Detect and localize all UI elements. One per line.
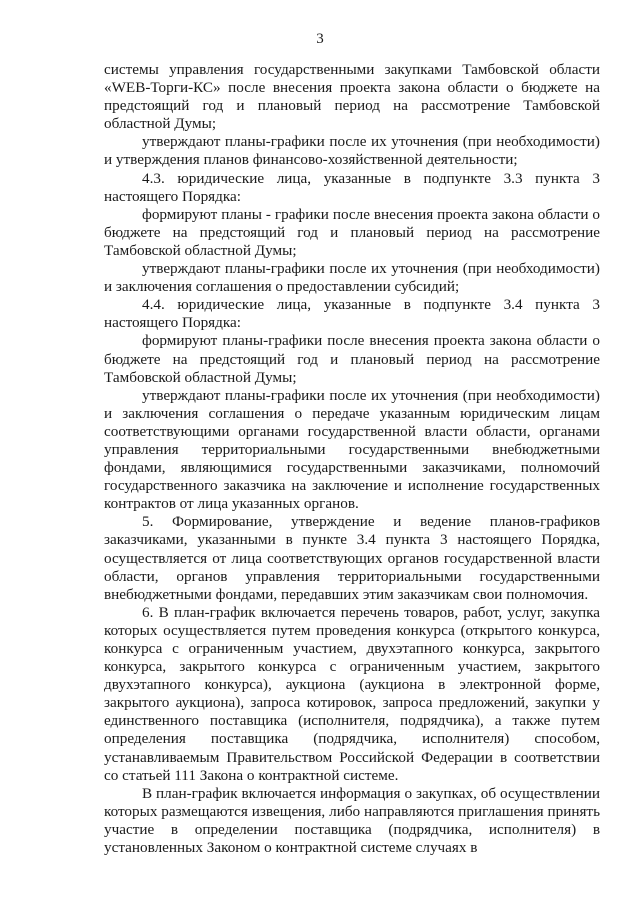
paragraph: 6. В план-график включается перечень товаров, работ, услуг, закупка которых осуществляется путем проведения конкурса (открытого конкурса, конкурса с ограниченным участием, двухэтапного конкурса, закрытого конкурса, закрытого конкурса с ограниченным участием, закрытого двухэтапного конкурса), аукциона (аукциона в электронной форме, закрытого аукциона), запроса котировок, запроса предложений, закупки у единственного поставщика (исполнителя, подрядчика), а также путем определения поставщика (подрядчика, исполнителя) способом, устанавливаемым Правительством Российской Федерации в соответствии со статьей 111 Закона о контрактной системе. [104,603,600,784]
page-number: 3 [316,31,324,47]
paragraph: 4.4. юридические лица, указанные в подпункте 3.4 пункта 3 настоящего Порядка: [104,296,600,332]
paragraph: формируют планы - графики после внесения проекта закона области о бюджете на предстоящий год и плановый период на рассмотрение Тамбовской областной Думы; [104,205,600,259]
paragraph: 5. Формирование, утверждение и ведение планов-графиков заказчиками, указанными в пункте 3.4 пункта 3 настоящего Порядка, осуществляется от лица соответствующих органов государственной власти области, органов управления территориальными государственными внебюджетными фондами, передавших этим заказчикам свои полномочия. [104,513,600,603]
paragraph: В план-график включается информация о закупках, об осуществлении которых размещаются извещения, либо направляются приглашения принять участие в определении поставщика (подрядчика, исполнителя) в установленных Законом о контрактной системе случаях в [104,784,600,857]
paragraph: утверждают планы-графики после их уточнения (при необходимости) и заключения соглашения о передаче указанным юридическим лицам соответствующими органами государственной власти области, органами управления территориальными государственными внебюджетными фондами, являющимися государственными заказчиками, полномочий государственного заказчика на заключение и исполнение государственных контрактов от лица указанных органов. [104,386,600,513]
paragraph: формируют планы-графики после внесения проекта закона области о бюджете на предстоящий год и плановый период на рассмотрение Тамбовской областной Думы; [104,332,600,386]
paragraph: утверждают планы-графики после их уточнения (при необходимости) и заключения соглашения о предоставлении субсидий; [104,260,600,296]
paragraph: 4.3. юридические лица, указанные в подпункте 3.3 пункта 3 настоящего Порядка: [104,169,600,205]
document-body [104,61,600,857]
paragraph: системы управления государственными закупками Тамбовской области «WEB-Торги-КС» после внесения проекта закона области о бюджете на предстоящий год и плановый период на рассмотрение Тамбовской областной Думы; [104,61,600,133]
paragraph: утверждают планы-графики после их уточнения (при необходимости) и утверждения планов финансово-хозяйственной деятельности; [104,133,600,169]
